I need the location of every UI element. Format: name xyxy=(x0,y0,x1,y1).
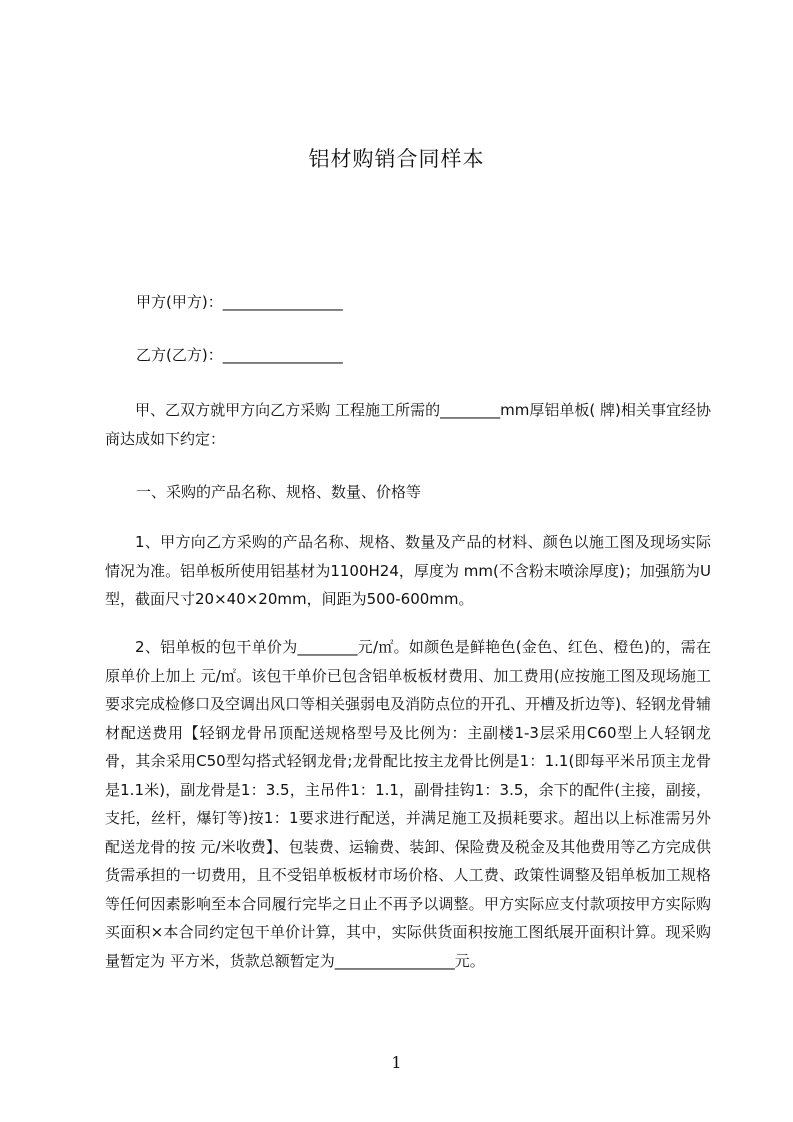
clause-1-paragraph: 1、甲方向乙方采购的产品名称、规格、数量及产品的材料、颜色以施工图及现场实际情况为准。铝单板所使用铝基材为1100H24，厚度为 mm(不含粉末喷涂厚度)；加强筋为U型，截面尺寸20×40×20mm，间距为500-600mm。 xyxy=(105,533,711,608)
intro-paragraph: 甲、乙双方就甲方向乙方采购 工程施工所需的________mm厚铝单板( 牌)相关事宜经协商达成如下约定： xyxy=(105,401,711,448)
party-b-line: 乙方(乙方)：________________ xyxy=(136,346,343,364)
document-title: 铝材购销合同样本 xyxy=(308,147,485,171)
section-heading: 一、采购的产品名称、规格、数量、价格等 xyxy=(136,483,422,501)
clause-2-paragraph: 2、铝单板的包干单价为________元/㎡。如颜色是鲜艳色(金色、红色、橙色)的，需在原单价上加上 元/㎡。该包干单价已包含铝单板板材费用、加工费用(应按施工图及现场施工要求完成检修口及空调出风口等相关强弱电及消防点位的开孔、开槽及折边等)、轻钢龙骨辅材配送费用【轻钢龙骨吊顶配送规格型号及比例为：主副楼1-3层采用C60型上人轻钢龙骨，其余采用C50型勾搭式轻钢龙骨;龙骨配比按主龙骨比例是1：1.1(即每平米吊顶主龙骨是1.1米)，副龙骨是1：3.5，主吊件1：1.1，副骨挂钩1：3.5，余下的配件(主接，副接，支托，丝杆，爆钉等)按1：1要求进行配送，并满足施工及损耗要求。超出以上标准需另外配送龙骨的按 元/米收费】、包装费、运输费、装卸、保险费及税金及其他费用等乙方完成供货需承担的一切费用，且不受铝单板板材市场价格、人工费、政策性调整及铝单板加工规格等任何因素影响至本合同履行完毕之日止不再予以调整。甲方实际应支付款项按甲方实际购买面积×本合同约定包干单价计算，其中，实际供货面积按施工图纸展开面积计算。现采购量暂定为 平方米，货款总额暂定为________________元。 xyxy=(105,638,711,970)
party-a-line: 甲方(甲方)：________________ xyxy=(136,293,343,311)
page-number: 1 xyxy=(391,1053,402,1072)
